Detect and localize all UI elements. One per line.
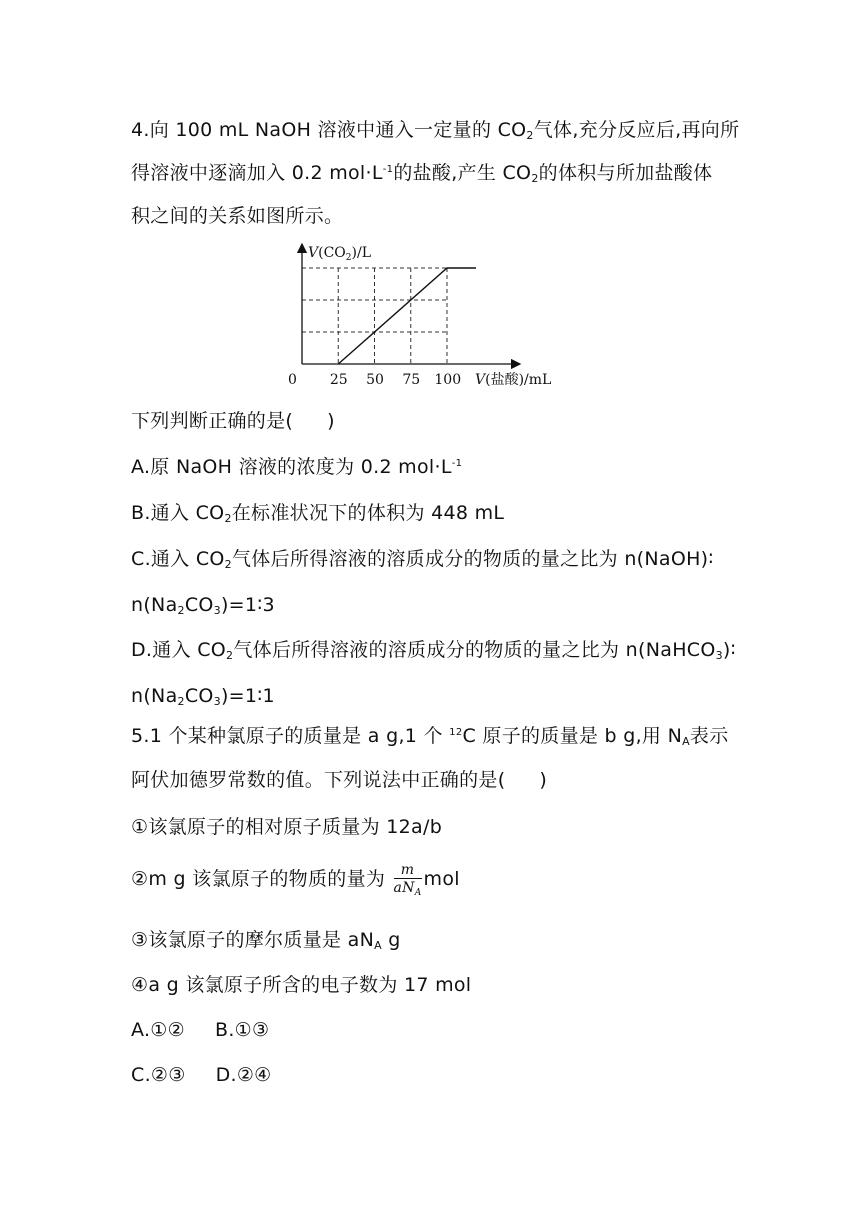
q5-option-a: A.①②	[131, 1019, 185, 1041]
co2-volume-chart	[280, 238, 580, 398]
q5-option-d: D.②④	[215, 1064, 272, 1086]
q4-option-d-line-1: D.通入 $CO_2$气体后所得溶液的溶质成分的物质的量之比为 n(NaHCO$_3$)∶	[131, 639, 736, 662]
x-tick-label-0: 0	[288, 372, 297, 388]
q4-prompt: 下列判断正确的是( )	[131, 410, 335, 432]
x-tick-label-50: 50	[366, 372, 384, 388]
q5-option-c: C.②③	[131, 1064, 186, 1086]
x-tick-label-100: 100	[434, 372, 462, 388]
mole-fraction: $\frac{m}{aN_A}$	[393, 862, 422, 898]
q5-option-b: B.①③	[214, 1019, 270, 1041]
q4-option-d-line-2: $n(Na_2CO_3)=1∶1$	[131, 685, 275, 708]
q4-option-c-line-1: C.通入 $CO_2$气体后所得溶液的溶质成分的物质的量之比为 n(NaOH)∶	[131, 548, 714, 571]
q5-statement-2: ②m g 该氯原子的物质的量为 $\frac{m}{aN_A}$ mol	[131, 862, 460, 898]
q5-options-row-1	[131, 1017, 820, 1043]
chart-svg	[280, 238, 580, 398]
q4-stem-line-2: 得溶液中逐滴加入 0.2 $mol\cdot L^{-1}$的盐酸,产生 $CO_2$的体积与所加盐酸体	[131, 162, 713, 185]
q5-stem-line-1: 5.1 个某种氯原子的质量是 a g,1 个 $^{12}$C 原子的质量是 b g,用 $N_A$表示	[131, 725, 729, 748]
q4-option-a: A.原 NaOH 溶液的浓度为 0.2 $mol\cdot L^{-1}$	[131, 456, 463, 478]
q5-statement-4: ④a g 该氯原子所含的电子数为 17 mol	[131, 974, 472, 996]
q4-stem-line-1: 4.向 100 mL NaOH 溶液中通入一定量的 $CO_2$气体,充分反应后,再向所	[131, 119, 740, 142]
series-line-co2-volume	[338, 268, 476, 364]
q4-option-c-line-2: $n(Na_2CO_3)=1∶3$	[131, 594, 275, 617]
q5-statement-1: ①该氯原子的相对原子质量为 12a/b	[131, 816, 443, 838]
y-axis-label: $V(CO_2)/L$	[308, 245, 371, 263]
q4-stem-line-3: 积之间的关系如图所示。	[131, 205, 344, 227]
q5-options-row-2	[131, 1062, 820, 1088]
x-axis-label: V(盐酸)/mL	[475, 372, 552, 388]
q5-statement-3: ③该氯原子的摩尔质量是 $aN_A$ g	[131, 929, 401, 952]
q5-stem-line-2: 阿伏加德罗常数的值。下列说法中正确的是( )	[131, 769, 548, 791]
x-tick-label-25: 25	[329, 372, 348, 388]
x-tick-label-75: 75	[402, 372, 421, 388]
q4-option-b: B.通入 $CO_2$在标准状况下的体积为 448 mL	[131, 502, 505, 525]
